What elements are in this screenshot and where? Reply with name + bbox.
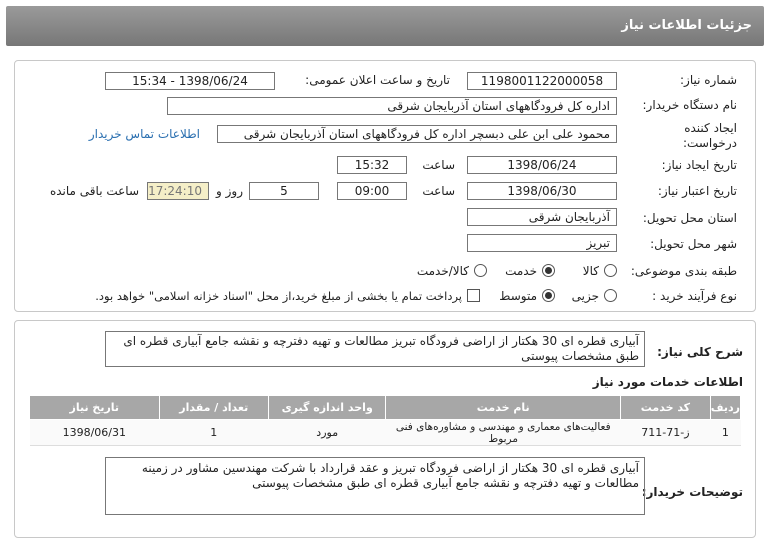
valid-time-label: ساعت <box>422 184 455 198</box>
creator-label-2: درخواست: <box>683 136 737 150</box>
valid-time-field[interactable]: 09:00 <box>337 182 407 200</box>
category-goods-service-label: کالا/خدمت <box>416 264 469 278</box>
buyer-notes-label: توضیحات خریدار: <box>641 485 743 499</box>
cell-service-code: ز-71-711 <box>621 420 711 446</box>
cell-service-name: فعالیت‌های معماری و مهندسی و مشاوره‌های فنی مربوط <box>386 420 621 446</box>
services-title: اطلاعات خدمات مورد نیاز <box>592 375 743 389</box>
process-medium-label: متوسط <box>499 289 537 303</box>
created-date-label: تاریخ ایجاد نیاز: <box>661 158 737 172</box>
days-label: روز و <box>216 184 243 198</box>
process-minor-label: جزیی <box>571 289 599 303</box>
col-unit: واحد اندازه گیری <box>269 396 386 420</box>
valid-date-label: تاریخ اعتبار نیاز: <box>657 184 737 198</box>
cell-need-date: 1398/06/31 <box>30 420 160 446</box>
need-number-field[interactable]: 1198001122000058 <box>467 72 617 90</box>
buyer-contact-link[interactable]: اطلاعات تماس خریدار <box>88 127 200 141</box>
cell-quantity: 1 <box>159 420 268 446</box>
process-minor-radio[interactable] <box>604 289 617 302</box>
created-date-field[interactable]: 1398/06/24 <box>467 156 617 174</box>
created-time-field[interactable]: 15:32 <box>337 156 407 174</box>
need-number-label: شماره نیاز: <box>680 73 737 87</box>
need-details-panel <box>14 320 756 538</box>
city-field[interactable]: تبریز <box>467 234 617 252</box>
summary-field[interactable]: آبیاری قطره ای 30 هکتار از اراضی فرودگاه تبریز مطالعات و تهیه دفترچه و نقشه جامع آبیاری قطره ای طبق مشخصات پیوستی <box>105 331 645 367</box>
col-need-date: تاریخ نیاز <box>30 396 160 420</box>
category-service-label: خدمت <box>505 264 537 278</box>
col-service-name: نام خدمت <box>386 396 621 420</box>
creator-field[interactable]: محمود علی ابن علی دبسچر اداره کل فرودگاههای استان آذربایجان شرقی <box>217 125 617 143</box>
announce-label: تاریخ و ساعت اعلان عمومی: <box>305 73 450 87</box>
announce-field[interactable]: 1398/06/24 - 15:34 <box>105 72 275 90</box>
buyer-notes-field[interactable]: آبیاری قطره ای 30 هکتار از اراضی فرودگاه تبریز و عقد قرارداد با شرکت مهندسین مشاور در زمینه مطالعات و تهیه دفترچه و نقشه جامع آبیاری قطره ای طبق مشخصات پیوستی <box>105 457 645 515</box>
city-label: شهر محل تحویل: <box>650 237 737 251</box>
category-goods-radio[interactable] <box>604 264 617 277</box>
created-time-label: ساعت <box>422 158 455 172</box>
category-label: طبقه بندی موضوعی: <box>630 264 737 278</box>
buyer-field[interactable]: اداره کل فرودگاههای استان آذربایجان شرقی <box>167 97 617 115</box>
services-table <box>29 395 741 446</box>
remaining-time-field: 17:24:10 <box>147 182 209 200</box>
col-quantity: تعداد / مقدار <box>159 396 268 420</box>
payment-text: پرداخت تمام یا بخشی از مبلغ خرید،از محل "اسناد خزانه اسلامی" خواهد بود. <box>95 289 462 303</box>
col-service-code: کد خدمت <box>621 396 711 420</box>
cell-row: 1 <box>710 420 740 446</box>
province-label: استان محل تحویل: <box>642 211 737 225</box>
page-title: جزئیات اطلاعات نیاز <box>621 18 752 33</box>
process-medium-radio[interactable] <box>542 289 555 302</box>
need-info-panel <box>14 60 756 312</box>
category-goods-label: کالا <box>582 264 599 278</box>
remaining-label: ساعت باقی مانده <box>49 184 139 198</box>
category-goods-service-radio[interactable] <box>474 264 487 277</box>
category-service-radio[interactable] <box>542 264 555 277</box>
summary-label: شرح کلی نیاز: <box>657 345 743 359</box>
page-header <box>6 6 764 46</box>
cell-unit: مورد <box>269 420 386 446</box>
province-field[interactable]: آذربایجان شرقی <box>467 208 617 226</box>
buyer-label: نام دستگاه خریدار: <box>642 98 737 112</box>
table-row[interactable] <box>30 420 741 446</box>
col-row: ردیف <box>710 396 740 420</box>
days-field[interactable]: 5 <box>249 182 319 200</box>
valid-date-field[interactable]: 1398/06/30 <box>467 182 617 200</box>
process-label: نوع فرآیند خرید : <box>652 289 737 303</box>
treasury-checkbox[interactable] <box>467 289 480 302</box>
creator-label-1: ایجاد کننده <box>684 121 737 135</box>
